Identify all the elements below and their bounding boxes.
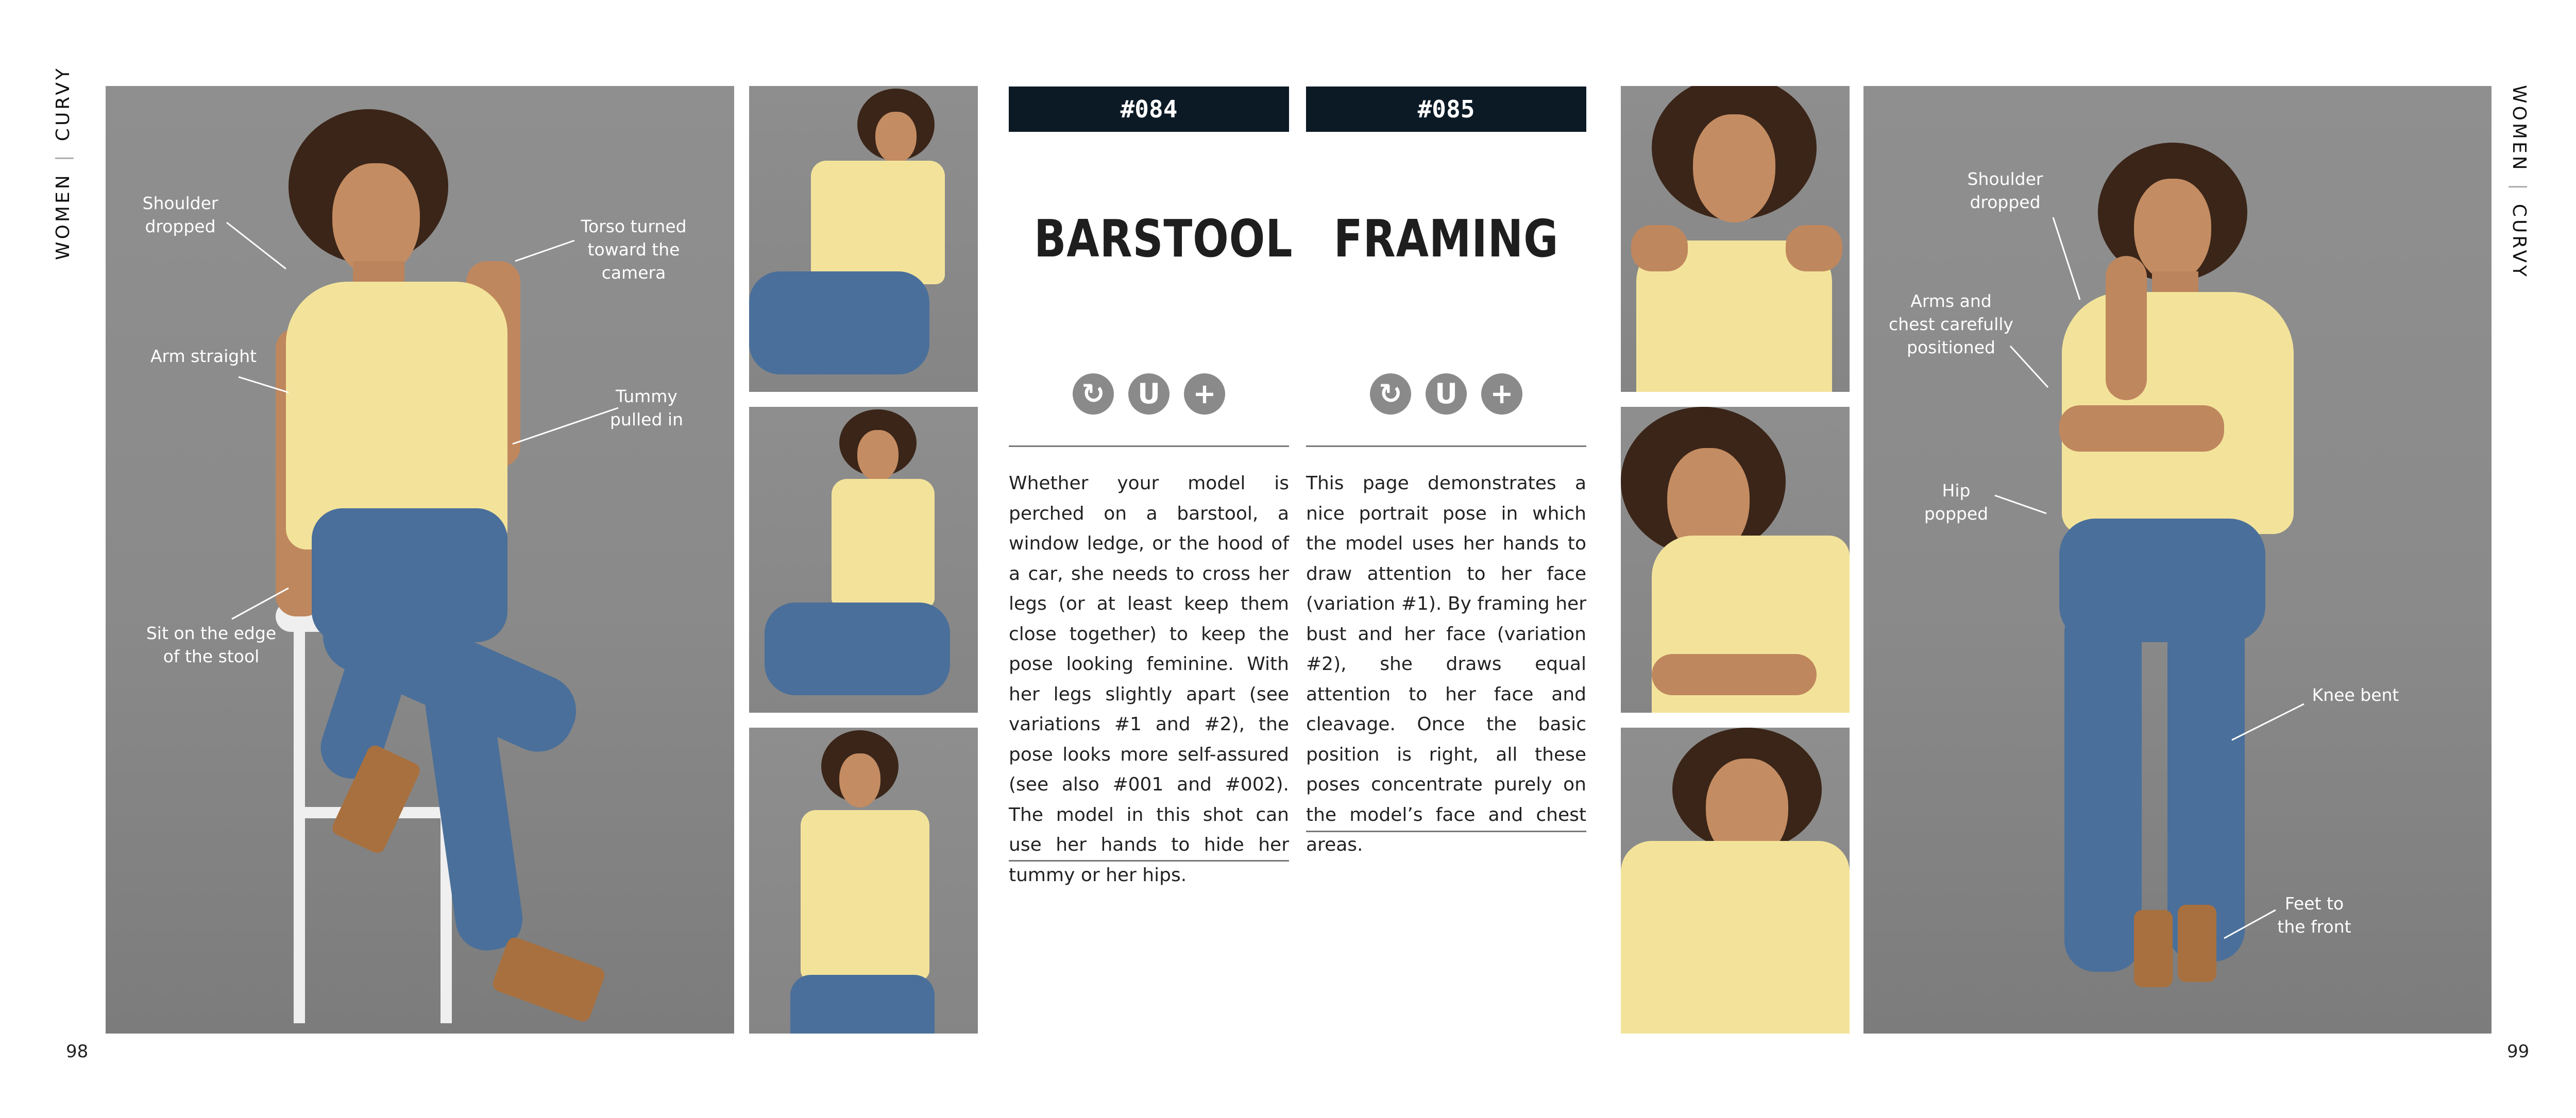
model-raised-arm xyxy=(2106,256,2147,400)
model-shirt xyxy=(832,479,935,608)
annotation-arm-straight xyxy=(142,345,265,368)
annotation-line: Torso turned xyxy=(581,216,687,236)
pose-number-bar: #085 xyxy=(1306,87,1586,132)
annotation-line: dropped xyxy=(1970,192,2041,212)
stool-leg xyxy=(294,622,305,1023)
pose-description: This page demonstrates a nice portrait pose in which the model uses her hands to draw attention to her face (variation #1). By framing her bust and her face (variation #2), she draws equal attention to her face and cleavage. Once the basic position is right, all these poses concentrate purely on the model’s face and chest areas. xyxy=(1306,473,1586,855)
model-face xyxy=(2134,179,2211,282)
annotation-line: pulled in xyxy=(609,409,684,429)
leader-line xyxy=(515,240,574,261)
tab-curvy-label: CURVY xyxy=(2509,203,2530,279)
model-face xyxy=(839,753,880,807)
annotation-hip-popped xyxy=(1920,479,1992,525)
annotation-shoulder-dropped xyxy=(137,192,224,238)
divider xyxy=(1306,445,1586,447)
annotation-line: Hip xyxy=(1942,480,1971,501)
u-icon: U xyxy=(1128,373,1170,415)
model-face xyxy=(857,430,899,481)
tab-separator: | xyxy=(53,152,74,162)
annotation-line: of the stool xyxy=(163,646,260,666)
barstool-variation-3-photo xyxy=(749,728,978,1034)
page-number-right: 99 xyxy=(2507,1041,2530,1062)
annotation-line: Arms and xyxy=(1910,291,1992,311)
pose-icon-row xyxy=(1306,373,1586,415)
annotation-line: positioned xyxy=(1907,337,1995,357)
annotation-line: Tummy xyxy=(616,386,677,406)
annotation-arms-and-chest xyxy=(1887,289,2015,359)
barstool-variation-2-photo xyxy=(749,407,978,713)
divider xyxy=(1306,831,1586,832)
model-shirt xyxy=(1621,841,1850,1034)
annotation-line: Feet to xyxy=(2284,893,2344,914)
section-tab-right xyxy=(2509,85,2530,279)
model-jeans xyxy=(765,603,950,695)
framing-variation-3-photo xyxy=(1621,728,1850,1034)
barstool-variation-1-photo xyxy=(749,86,978,392)
pose-title: BARSTOOL xyxy=(1033,209,1293,269)
tab-women-label: WOMEN xyxy=(53,173,74,260)
annotation-tummy-pulled-in xyxy=(600,385,693,431)
section-tab-left xyxy=(53,66,74,260)
model-shoe xyxy=(2134,910,2173,987)
model-face xyxy=(1693,114,1775,222)
model-shoe xyxy=(2178,905,2216,982)
annotation-line: chest carefully xyxy=(1889,314,2013,334)
model-shoe xyxy=(490,935,607,1024)
tab-curvy-label: CURVY xyxy=(53,66,74,142)
framing-variation-1-photo xyxy=(1621,86,1850,392)
pose-description: Whether your model is perched on a barstool, a window ledge, or the hood of a car, she needs to cross her legs (or at least keep them close together) to keep the pose looking feminine. With her legs slightly apart (see variations #1 and #2), the pose looks more self-assured (see also #001 and #002). The model in this shot can use her hands to hide her tummy or her hips. xyxy=(1009,473,1289,886)
model-hand xyxy=(1631,225,1688,271)
barstool-main-photo xyxy=(106,86,734,1034)
u-icon: U xyxy=(1426,373,1467,415)
model-face xyxy=(875,112,917,163)
annotation-line: Shoulder xyxy=(1967,169,2043,189)
plus-icon: + xyxy=(1184,373,1225,415)
annotation-torso-turned xyxy=(569,215,698,284)
annotation-knee-bent xyxy=(2304,683,2407,707)
model-face xyxy=(332,163,420,277)
annotation-line: toward the xyxy=(587,239,680,260)
annotation-line: Sit on the edge xyxy=(146,623,277,643)
plus-icon: + xyxy=(1481,373,1522,415)
pose-icon-row xyxy=(1009,373,1289,415)
rotate-icon: ↻ xyxy=(1073,373,1114,415)
model-arm xyxy=(2059,405,2224,452)
annotation-line: Knee bent xyxy=(2312,685,2399,705)
model-jeans xyxy=(790,975,935,1034)
rotate-icon: ↻ xyxy=(1370,373,1411,415)
annotation-feet-to-front xyxy=(2270,892,2358,938)
model-shirt xyxy=(811,161,945,284)
model-hand xyxy=(1786,225,1842,271)
pose-title: FRAMING xyxy=(1333,209,1559,269)
tab-women-label: WOMEN xyxy=(2509,85,2530,173)
leader-line xyxy=(227,222,286,269)
model-shirt xyxy=(801,810,929,980)
annotation-line: dropped xyxy=(145,216,216,236)
annotation-line: Arm straight xyxy=(150,346,257,366)
framing-variation-2-photo xyxy=(1621,407,1850,713)
model-jeans xyxy=(749,271,929,374)
annotation-sit-on-edge xyxy=(137,622,286,668)
pose-number-bar: #084 xyxy=(1009,87,1289,132)
model-arm xyxy=(1652,654,1817,695)
framing-main-photo xyxy=(1863,86,2492,1034)
annotation-line: popped xyxy=(1924,504,1989,524)
model-jeans-leg xyxy=(2064,601,2142,972)
leader-line xyxy=(2053,217,2080,300)
divider xyxy=(1009,445,1289,447)
divider xyxy=(1009,860,1289,862)
annotation-line: camera xyxy=(601,263,666,283)
leader-line xyxy=(2010,346,2048,387)
annotation-line: the front xyxy=(2277,917,2351,937)
leader-line xyxy=(1995,495,2046,513)
page-number-left: 98 xyxy=(66,1041,89,1062)
tab-separator: | xyxy=(2509,183,2530,193)
annotation-shoulder-dropped xyxy=(1961,167,2049,214)
annotation-line: Shoulder xyxy=(142,193,218,213)
